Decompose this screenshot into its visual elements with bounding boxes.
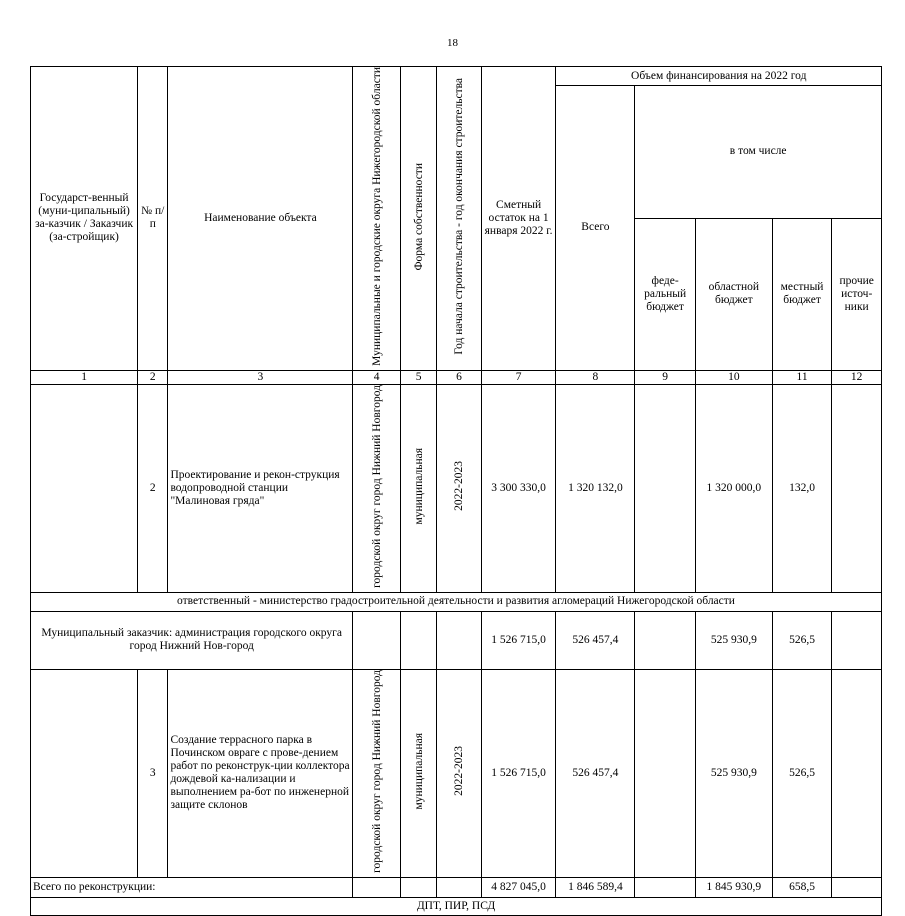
col-number: 7: [481, 370, 556, 384]
header-ownership: [400, 67, 436, 371]
remaining-value: 4 827 045,0: [481, 877, 556, 897]
customer-cell: [31, 669, 138, 877]
header-other: прочие источ-ники: [832, 218, 882, 370]
summary-label: Всего по реконструкции:: [31, 877, 353, 897]
customer-label: Муниципальный заказчик: администрация городского округа город Нижний Нов-город: [31, 611, 353, 669]
empty-cell: [400, 877, 436, 897]
local-value: 132,0: [772, 384, 832, 592]
col-number: 12: [832, 370, 882, 384]
empty-cell: [353, 877, 401, 897]
header-including: в том числе: [635, 86, 882, 219]
table-row: [31, 669, 882, 877]
header-municipality: [353, 67, 401, 371]
section-row: [31, 897, 882, 915]
responsible-text: ответственный - министерство градостроительной деятельности и развития агломераций Нижегородской области: [31, 592, 882, 611]
municipality-text: городской округ город Нижний Новгород: [370, 384, 383, 588]
remaining-value: 3 300 330,0: [481, 384, 556, 592]
total-value: 1 320 132,0: [556, 384, 635, 592]
col-number: 1: [31, 370, 138, 384]
header-years: [437, 67, 481, 371]
object-name: Создание террасного парка в Починском овраге с прове-дением работ по реконструк-ции коллектора дождевой ка-нализации и выполнением ра-бот по инженерной защите склонов: [168, 669, 353, 877]
responsible-row: [31, 592, 882, 611]
header-num: № п/п: [138, 67, 168, 371]
col-number: 6: [437, 370, 481, 384]
regional-value: 1 320 000,0: [695, 384, 772, 592]
column-numbers-row: [31, 370, 882, 384]
customer-row: [31, 611, 882, 669]
page-number: 18: [447, 37, 458, 49]
summary-row: [31, 877, 882, 897]
col-number: 3: [168, 370, 353, 384]
ownership-cell: [400, 384, 436, 592]
regional-value: 1 845 930,9: [695, 877, 772, 897]
header-years-text: Год начала строительства - год окончания строительства: [452, 78, 465, 355]
header-municipality-text: Муниципальные и городские округа Нижегородской области: [370, 67, 383, 366]
col-number: 5: [400, 370, 436, 384]
empty-cell: [437, 877, 481, 897]
row-number: 3: [138, 669, 168, 877]
empty-cell: [635, 611, 696, 669]
header-local: местный бюджет: [772, 218, 832, 370]
col-number: 9: [635, 370, 696, 384]
years-cell: [437, 669, 481, 877]
col-number: 2: [138, 370, 168, 384]
total-value: 526 457,4: [556, 669, 635, 877]
empty-cell: [400, 611, 436, 669]
total-value: 526 457,4: [556, 611, 635, 669]
local-value: 526,5: [772, 611, 832, 669]
ownership-cell: [400, 669, 436, 877]
local-value: 526,5: [772, 669, 832, 877]
header-ownership-text: Форма собственности: [412, 162, 425, 271]
empty-cell: [635, 877, 696, 897]
empty-cell: [832, 611, 882, 669]
other-value: [832, 669, 882, 877]
federal-value: [635, 669, 696, 877]
col-number: 4: [353, 370, 401, 384]
local-value: 658,5: [772, 877, 832, 897]
years-cell: [437, 384, 481, 592]
federal-value: [635, 384, 696, 592]
table-row: [31, 384, 882, 592]
object-name: Проектирование и рекон-струкция водопроводной станции "Малиновая гряда": [168, 384, 353, 592]
row-number: 2: [138, 384, 168, 592]
years-text: 2022-2023: [452, 746, 465, 797]
col-number: 8: [556, 370, 635, 384]
header-remaining: Сметный остаток на 1 января 2022 г.: [481, 67, 556, 371]
municipality-text: городской округ город Нижний Новгород: [370, 669, 383, 873]
section-title: ДПТ, ПИР, ПСД: [31, 897, 882, 915]
header-total: Всего: [556, 86, 635, 371]
empty-cell: [437, 611, 481, 669]
remaining-value: 1 526 715,0: [481, 611, 556, 669]
col-number: 11: [772, 370, 832, 384]
header-object-name: Наименование объекта: [168, 67, 353, 371]
header-federal: феде-ральный бюджет: [635, 218, 696, 370]
total-value: 1 846 589,4: [556, 877, 635, 897]
header-customer: Государст-венный (муни-ципальный) за-казчик / Заказчик (за-стройщик): [31, 67, 138, 371]
col-number: 10: [695, 370, 772, 384]
ownership-text: муниципальная: [412, 732, 425, 810]
empty-cell: [832, 877, 882, 897]
regional-value: 525 930,9: [695, 669, 772, 877]
remaining-value: 1 526 715,0: [481, 669, 556, 877]
customer-cell: [31, 384, 138, 592]
other-value: [832, 384, 882, 592]
header-financing: Объем финансирования на 2022 год: [556, 67, 882, 86]
financing-table: [30, 66, 882, 916]
years-text: 2022-2023: [452, 461, 465, 512]
empty-cell: [353, 611, 401, 669]
municipality-cell: [353, 669, 401, 877]
regional-value: 525 930,9: [695, 611, 772, 669]
header-regional: областной бюджет: [695, 218, 772, 370]
ownership-text: муниципальная: [412, 448, 425, 525]
municipality-cell: [353, 384, 401, 592]
